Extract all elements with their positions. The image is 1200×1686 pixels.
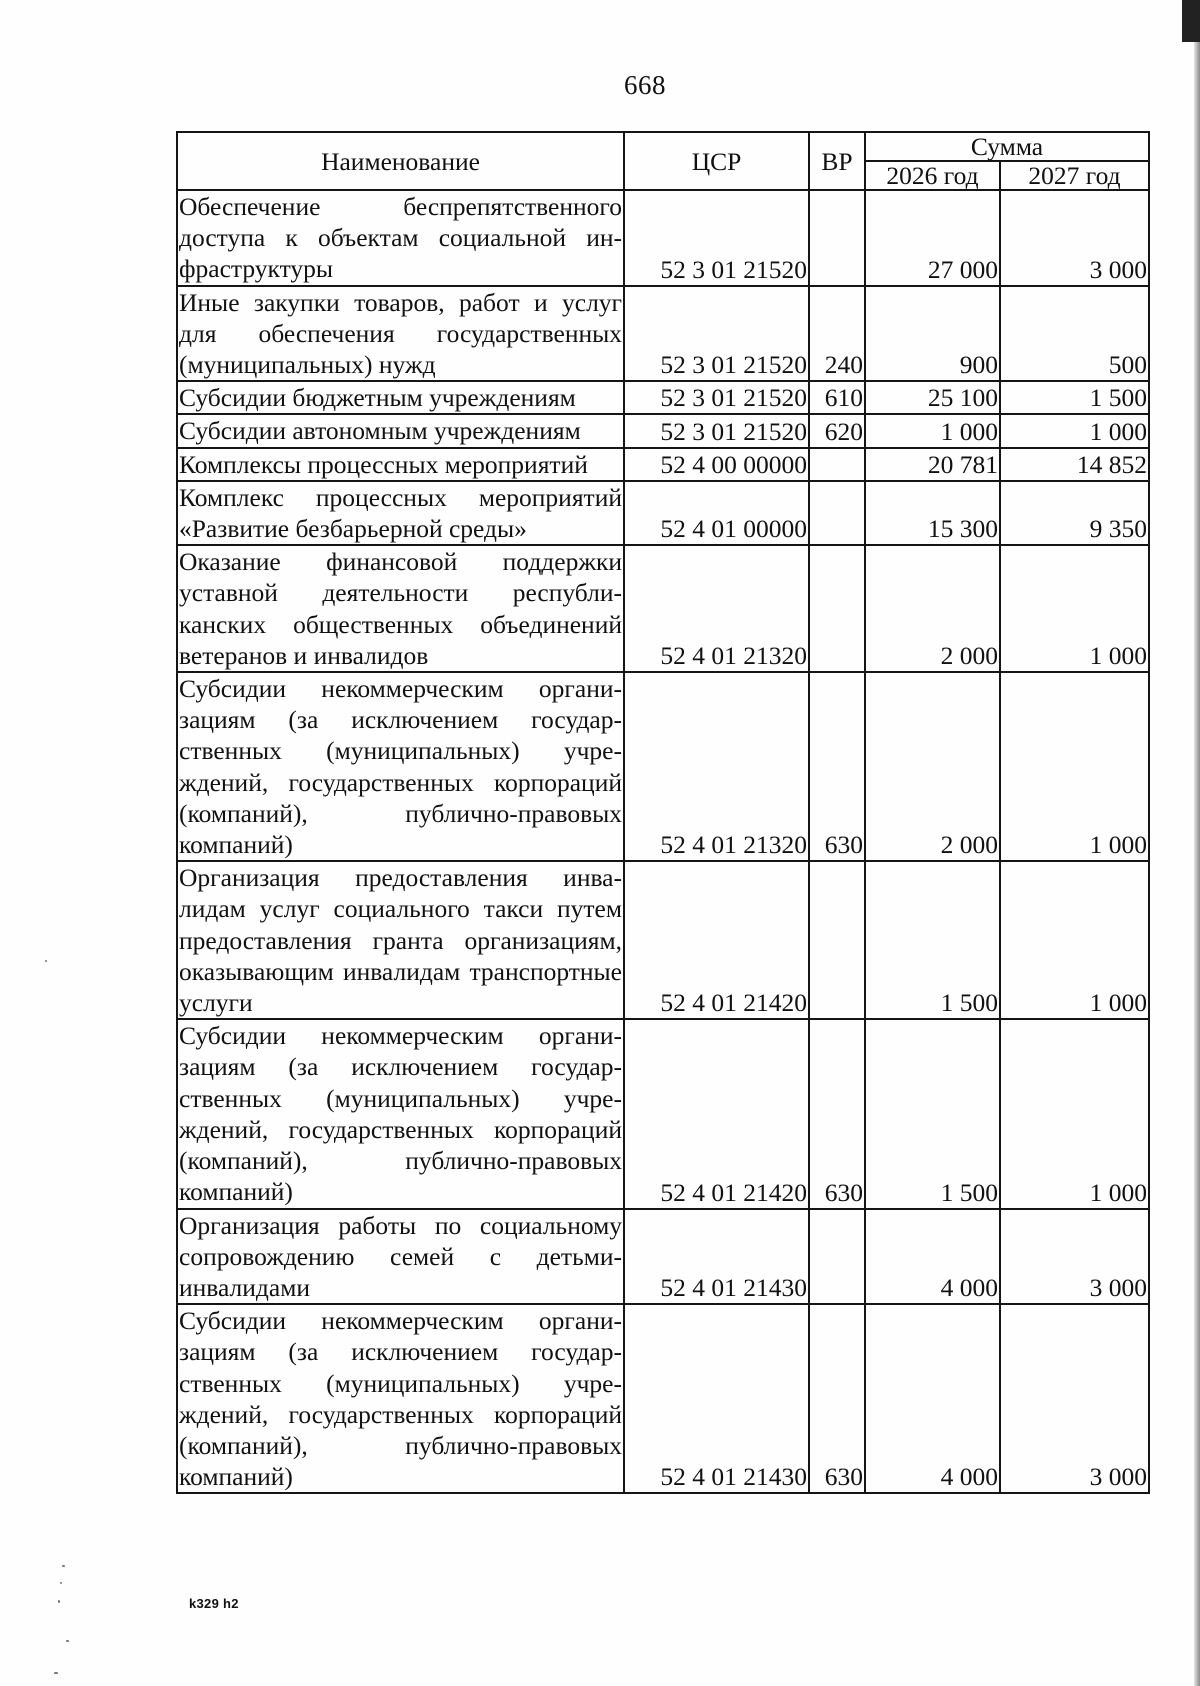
row-vr-cell: 630 (809, 1019, 865, 1208)
row-name-cell: Оказание финансовой поддержки уставной деятельности республиканских общественных объединений ветеранов и инвалидов (177, 545, 624, 672)
scan-border (1194, 0, 1200, 1686)
row-name-cell: Комплекс процессных мероприятий «Развитие безбарьерной среды» (177, 481, 624, 545)
row-vr-cell: 620 (809, 414, 865, 447)
page-number: 668 (624, 70, 666, 100)
row-amount-2027-cell: 1 000 (1000, 1019, 1149, 1208)
row-amount-2026-cell: 1 500 (865, 1019, 1000, 1208)
row-amount-2026-cell: 15 300 (865, 481, 1000, 545)
row-amount-2026-cell: 25 100 (865, 381, 1000, 414)
table-row (177, 286, 1149, 382)
row-amount-2026-cell: 1 000 (865, 414, 1000, 447)
row-csr-cell: 52 4 00 00000 (624, 448, 809, 481)
row-amount-2027-cell: 9 350 (1000, 481, 1149, 545)
row-name-cell: Субсидии некоммерческим организациям (за исключением государственных (муниципальных) учреждений, государственных корпораций (компаний), публично-правовых компаний) (177, 1304, 624, 1493)
table-row (177, 545, 1149, 672)
row-vr-cell (809, 190, 865, 286)
row-csr-cell: 52 4 01 21320 (624, 545, 809, 672)
row-csr-cell: 52 3 01 21520 (624, 381, 809, 414)
scan-speckle (60, 1582, 62, 1584)
row-csr-cell: 52 4 01 21320 (624, 672, 809, 861)
row-amount-2026-cell: 27 000 (865, 190, 1000, 286)
row-csr-cell: 52 4 01 00000 (624, 481, 809, 545)
row-amount-2027-cell: 1 000 (1000, 414, 1149, 447)
row-amount-2027-cell: 500 (1000, 286, 1149, 382)
row-name-cell: Обеспечение беспрепятственного доступа к объектам социальной инфраструктуры (177, 190, 624, 286)
scan-speckle (45, 960, 47, 962)
scan-speckle (54, 1672, 58, 1674)
table-row (177, 414, 1149, 447)
row-name-cell: Организация предоставления инвалидам услуг социального такси путем предоставления гранта организациям, оказывающим инвалидам транспортные услуги (177, 861, 624, 1019)
row-vr-cell: 240 (809, 286, 865, 382)
header-csr: ЦСР (624, 132, 809, 190)
budget-table-body (177, 190, 1149, 1493)
scan-speckle (62, 1565, 65, 1567)
table-row (177, 1304, 1149, 1493)
row-amount-2026-cell: 900 (865, 286, 1000, 382)
row-csr-cell: 52 4 01 21430 (624, 1209, 809, 1305)
scan-speckle (66, 1640, 69, 1642)
row-amount-2026-cell: 20 781 (865, 448, 1000, 481)
header-year-2027: 2027 год (1000, 161, 1149, 190)
row-amount-2026-cell: 4 000 (865, 1209, 1000, 1305)
row-amount-2026-cell: 1 500 (865, 861, 1000, 1019)
scan-speckle (58, 1600, 60, 1603)
budget-table (176, 131, 1150, 1494)
row-amount-2026-cell: 2 000 (865, 545, 1000, 672)
row-vr-cell: 610 (809, 381, 865, 414)
header-name: Наименование (177, 132, 624, 190)
row-amount-2027-cell: 3 000 (1000, 1304, 1149, 1493)
header-vr: ВР (809, 132, 865, 190)
scan-corner-mark (1182, 0, 1200, 42)
row-name-cell: Иные закупки товаров, работ и услуг для обеспечения государственных (муниципальных) нужд (177, 286, 624, 382)
row-amount-2027-cell: 3 000 (1000, 1209, 1149, 1305)
row-amount-2027-cell: 1 000 (1000, 545, 1149, 672)
table-row (177, 1209, 1149, 1305)
row-amount-2027-cell: 1 000 (1000, 672, 1149, 861)
row-vr-cell (809, 1209, 865, 1305)
table-row (177, 861, 1149, 1019)
row-amount-2027-cell: 14 852 (1000, 448, 1149, 481)
row-vr-cell (809, 861, 865, 1019)
table-row (177, 190, 1149, 286)
row-vr-cell: 630 (809, 1304, 865, 1493)
row-name-cell: Субсидии автономным учреждениям (177, 414, 624, 447)
row-vr-cell (809, 448, 865, 481)
row-amount-2026-cell: 4 000 (865, 1304, 1000, 1493)
footer-code: k329 h2 (189, 1596, 239, 1611)
table-row (177, 1019, 1149, 1208)
row-name-cell: Субсидии бюджетным учреждениям (177, 381, 624, 414)
row-csr-cell: 52 4 01 21420 (624, 861, 809, 1019)
header-year-2026: 2026 год (865, 161, 1000, 190)
row-csr-cell: 52 3 01 21520 (624, 190, 809, 286)
table-row (177, 481, 1149, 545)
table-row (177, 381, 1149, 414)
row-vr-cell (809, 545, 865, 672)
row-name-cell: Субсидии некоммерческим организациям (за исключением государственных (муниципальных) учреждений, государственных корпораций (компаний), публично-правовых компаний) (177, 672, 624, 861)
row-amount-2026-cell: 2 000 (865, 672, 1000, 861)
table-row (177, 672, 1149, 861)
row-name-cell: Субсидии некоммерческим организациям (за исключением государственных (муниципальных) учреждений, государственных корпораций (компаний), публично-правовых компаний) (177, 1019, 624, 1208)
header-sum: Сумма (865, 132, 1149, 161)
row-name-cell: Организация работы по социальному сопровождению семей с детьми-инвалидами (177, 1209, 624, 1305)
row-amount-2027-cell: 3 000 (1000, 190, 1149, 286)
row-csr-cell: 52 4 01 21420 (624, 1019, 809, 1208)
row-vr-cell (809, 481, 865, 545)
budget-table-header (177, 132, 1149, 190)
table-row (177, 448, 1149, 481)
row-csr-cell: 52 4 01 21430 (624, 1304, 809, 1493)
row-csr-cell: 52 3 01 21520 (624, 414, 809, 447)
row-amount-2027-cell: 1 500 (1000, 381, 1149, 414)
row-csr-cell: 52 3 01 21520 (624, 286, 809, 382)
row-name-cell: Комплексы процессных мероприятий (177, 448, 624, 481)
row-amount-2027-cell: 1 000 (1000, 861, 1149, 1019)
row-vr-cell: 630 (809, 672, 865, 861)
